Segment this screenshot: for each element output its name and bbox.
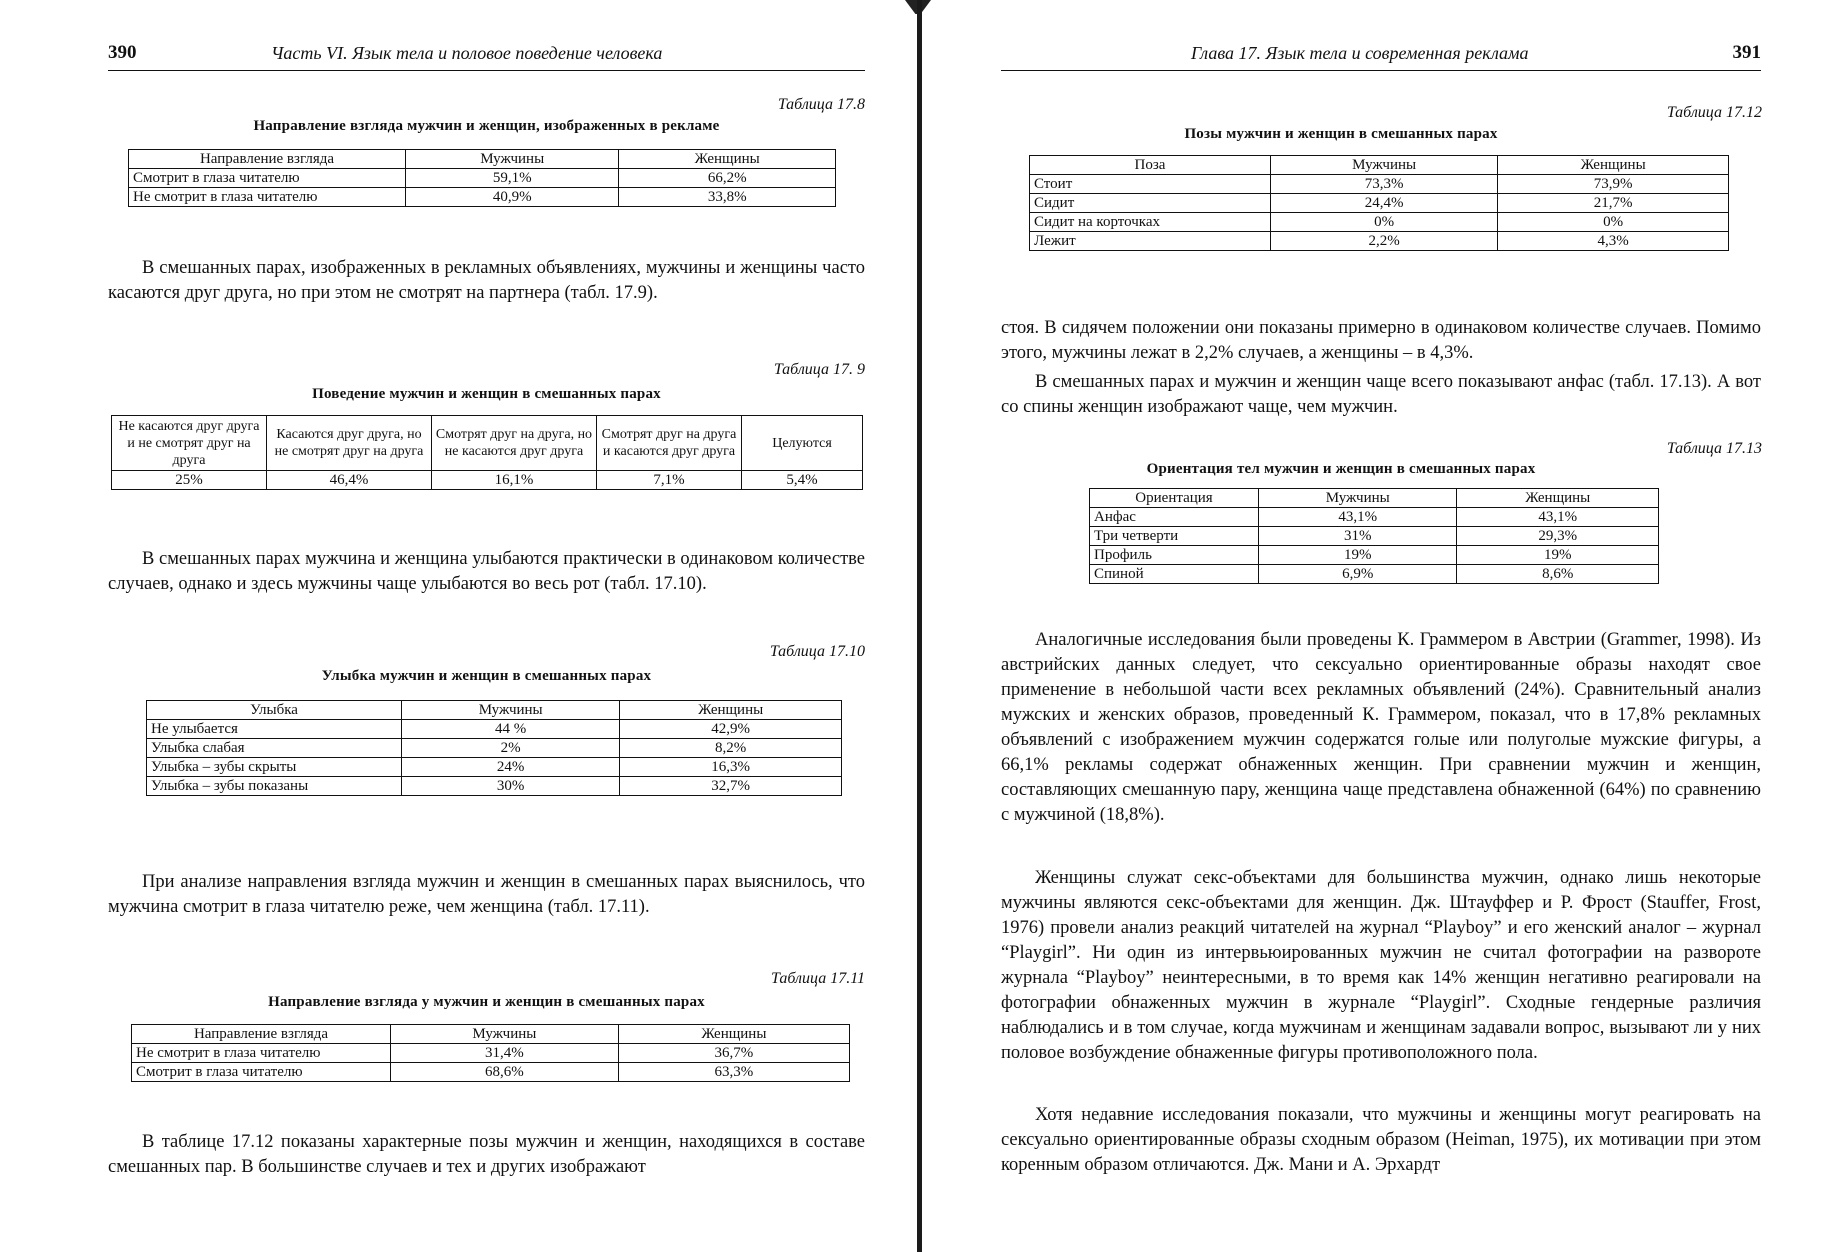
table-cell: 5,4% — [742, 471, 863, 490]
body-paragraph: Хотя недавние исследования показали, что мужчины и женщины могут реагировать на сексуально ориентированные образы сходным образом (Heiman, 1975), их мотивации при этом коренным образом отличаются. Дж. Мани и А. Эрхардт — [1001, 1105, 1761, 1175]
table-row — [147, 777, 842, 796]
table-cell: 43,1% — [1457, 508, 1659, 527]
table-header: Мужчины — [1259, 489, 1457, 508]
table-cell: Смотрит в глаза читателю — [129, 169, 406, 188]
table-17-10 — [146, 700, 842, 796]
table-row — [1030, 232, 1729, 251]
left-running-header — [108, 42, 865, 71]
table-cell: 0% — [1271, 213, 1498, 232]
table-cell: 19% — [1457, 546, 1659, 565]
table-cell: Сидит — [1030, 194, 1271, 213]
body-paragraph: В смешанных парах, изображенных в рекламных объявлениях, мужчины и женщины часто касаются друг друга, но при этом не смотрят на партнера (табл. 17.9). — [108, 258, 865, 303]
table-cell: 24,4% — [1271, 194, 1498, 213]
table-number: Таблица 17.13 — [1666, 440, 1762, 457]
table-cell: Смотрит в глаза читателю — [132, 1063, 391, 1082]
table-row — [147, 720, 842, 739]
table-header: Ориентация — [1090, 489, 1259, 508]
table-header: Женщины — [1457, 489, 1659, 508]
body-paragraph: В смешанных парах и мужчин и женщин чаще всего показывают анфас (табл. 17.13). А вот со спины женщин изображают чаще, чем мужчин. — [1001, 372, 1761, 417]
body-paragraph: В таблице 17.12 показаны характерные позы мужчин и женщин, находящихся в составе смешанных пар. В большинстве случаев и тех и других изображают — [108, 1132, 865, 1177]
table-cell: Не смотрит в глаза читателю — [129, 188, 406, 207]
table-cell: 4,3% — [1498, 232, 1729, 251]
table-cell: 46,4% — [267, 471, 432, 490]
running-head: Часть VI. Язык тела и половое поведение человека — [271, 43, 663, 63]
table-cell: Профиль — [1090, 546, 1259, 565]
table-caption: Поведение мужчин и женщин в смешанных парах — [312, 386, 661, 402]
table-cell: Не улыбается — [147, 720, 402, 739]
table-cell: 8,6% — [1457, 565, 1659, 584]
table-cell: 7,1% — [597, 471, 742, 490]
table-row — [1030, 194, 1729, 213]
table-cell: Не смотрит в глаза читателю — [132, 1044, 391, 1063]
right-page — [925, 0, 1832, 1252]
table-number: Таблица 17.10 — [769, 643, 865, 660]
table-header: Мужчины — [406, 150, 619, 169]
table-cell: 16,1% — [432, 471, 597, 490]
page-number: 391 — [1732, 42, 1761, 63]
table-caption: Улыбка мужчин и женщин в смешанных парах — [321, 668, 652, 684]
table-row — [1090, 565, 1659, 584]
table-row — [1090, 508, 1659, 527]
table-cell: Улыбка – зубы скрыты — [147, 758, 402, 777]
table-header: Касаются друг друга, но не смотрят друг на друга — [267, 416, 432, 471]
table-caption: Позы мужчин и женщин в смешанных парах — [1184, 126, 1498, 142]
table-cell: Сидит на корточках — [1030, 213, 1271, 232]
table-header: Мужчины — [1271, 156, 1498, 175]
table-cell: 63,3% — [618, 1063, 849, 1082]
table-17-8 — [128, 149, 836, 207]
table-17-12 — [1029, 155, 1729, 251]
table-row — [1090, 527, 1659, 546]
table-header: Не касаются друг друга и не смотрят друг на друга — [112, 416, 267, 471]
table-header: Женщины — [620, 701, 842, 720]
table-caption: Ориентация тел мужчин и женщин в смешанных парах — [1146, 461, 1536, 477]
table-cell: Анфас — [1090, 508, 1259, 527]
table-cell: 24% — [402, 758, 620, 777]
table-header: Целуются — [742, 416, 863, 471]
table-cell: 36,7% — [618, 1044, 849, 1063]
table-caption: Направление взгляда мужчин и женщин, изображенных в рекламе — [253, 118, 720, 134]
table-row — [1030, 213, 1729, 232]
table-row — [1090, 546, 1659, 565]
table-number: Таблица 17.8 — [777, 96, 865, 113]
table-header: Направление взгляда — [132, 1025, 391, 1044]
table-cell: Стоит — [1030, 175, 1271, 194]
table-cell: 0% — [1498, 213, 1729, 232]
table-caption: Направление взгляда у мужчин и женщин в смешанных парах — [268, 994, 705, 1010]
table-header: Мужчины — [402, 701, 620, 720]
table-cell: 66,2% — [619, 169, 836, 188]
table-header: Поза — [1030, 156, 1271, 175]
table-row — [132, 1063, 850, 1082]
table-cell: 21,7% — [1498, 194, 1729, 213]
table-number: Таблица 17.11 — [771, 970, 865, 987]
running-head: Глава 17. Язык тела и современная реклама — [1191, 43, 1529, 63]
book-spine — [917, 0, 922, 1252]
table-cell: Спиной — [1090, 565, 1259, 584]
table-cell: Улыбка – зубы показаны — [147, 777, 402, 796]
page-number: 390 — [108, 42, 137, 63]
table-row — [1030, 175, 1729, 194]
table-17-9 — [111, 415, 863, 490]
body-paragraph: При анализе направления взгляда мужчин и женщин в смешанных парах выяснилось, что мужчина смотрит в глаза читателю реже, чем женщина (табл. 17.11). — [108, 872, 865, 917]
table-row — [147, 739, 842, 758]
table-cell: 6,9% — [1259, 565, 1457, 584]
right-running-header — [1001, 42, 1761, 71]
table-row — [112, 471, 863, 490]
table-cell: 2% — [402, 739, 620, 758]
table-row — [147, 758, 842, 777]
body-paragraph: В смешанных парах мужчина и женщина улыбаются практически в одинаковом количестве случаев, однако и здесь мужчины чаще улыбаются во весь рот (табл. 17.10). — [108, 549, 865, 594]
table-cell: 8,2% — [620, 739, 842, 758]
left-page — [0, 0, 915, 1252]
table-cell: 2,2% — [1271, 232, 1498, 251]
table-cell: 44 % — [402, 720, 620, 739]
table-cell: 16,3% — [620, 758, 842, 777]
table-cell: 73,9% — [1498, 175, 1729, 194]
table-cell: 32,7% — [620, 777, 842, 796]
table-17-11 — [131, 1024, 850, 1082]
table-cell: 59,1% — [406, 169, 619, 188]
body-paragraph: Аналогичные исследования были проведены К. Граммером в Австрии (Grammer, 1998). Из австрийских данных следует, что сексуально ориентированные образы находят свое применение в небольшой части всех рекламных объявлений (24%). Сравнительный анализ мужских и женских образов, проведенный К. Граммером, показал, что в 17,8% рекламных объявлений с изображением мужчин содержатся голые или полуголые мужские фигуры, а 66,1% рекламы содержат обнаженных женщин. При сравнении мужчин и женщин, составляющих смешанную пару, женщина чаще представлена обнаженной (64%) по сравнению с мужчиной (18,8%). — [1001, 630, 1761, 825]
body-paragraph: стоя. В сидячем положении они показаны примерно в одинаковом количестве случаев. Помимо этого, мужчины лежат в 2,2% случаев, а женщины – в 4,3%. — [1001, 318, 1761, 363]
table-number: Таблица 17.12 — [1666, 104, 1762, 121]
table-header: Женщины — [618, 1025, 849, 1044]
table-cell: 42,9% — [620, 720, 842, 739]
table-cell: 40,9% — [406, 188, 619, 207]
table-header: Мужчины — [391, 1025, 619, 1044]
table-cell: 25% — [112, 471, 267, 490]
table-cell: 29,3% — [1457, 527, 1659, 546]
table-cell: 33,8% — [619, 188, 836, 207]
table-row — [129, 169, 836, 188]
table-cell: 31% — [1259, 527, 1457, 546]
table-cell: 73,3% — [1271, 175, 1498, 194]
table-header: Смотрят друг на друга, но не касаются друг друга — [432, 416, 597, 471]
table-cell: 30% — [402, 777, 620, 796]
table-cell: 43,1% — [1259, 508, 1457, 527]
table-cell: Улыбка слабая — [147, 739, 402, 758]
table-17-13 — [1089, 488, 1659, 584]
body-paragraph: Женщины служат секс-объектами для большинства мужчин, однако лишь некоторые мужчины являются секс-объектами для женщин. Дж. Штауффер и Р. Фрост (Stauffer, Frost, 1976) провели анализ реакций читателей на журнал “Playboy” и его женский аналог – журнал “Playgirl”. Ни один из интервьюированных мужчин не считал фотографии на развороте журнала “Playboy” неинтересными, в то время как 14% женщин негативно реагировали на фотографии обнаженных мужчин в журнале “Playgirl”. Сходные гендерные различия наблюдались и в том случае, когда мужчинам и женщинам задавали вопрос, вызывают ли у них половое возбуждение обнаженные фигуры противоположного пола. — [1001, 868, 1761, 1063]
table-cell: Три четверти — [1090, 527, 1259, 546]
table-header: Женщины — [619, 150, 836, 169]
table-cell: Лежит — [1030, 232, 1271, 251]
table-row — [132, 1044, 850, 1063]
table-row — [129, 188, 836, 207]
table-header: Женщины — [1498, 156, 1729, 175]
table-header: Направление взгляда — [129, 150, 406, 169]
table-cell: 68,6% — [391, 1063, 619, 1082]
table-cell: 31,4% — [391, 1044, 619, 1063]
table-number: Таблица 17. 9 — [773, 361, 865, 378]
table-header: Смотрят друг на друга и касаются друг друга — [597, 416, 742, 471]
table-cell: 19% — [1259, 546, 1457, 565]
table-header: Улыбка — [147, 701, 402, 720]
